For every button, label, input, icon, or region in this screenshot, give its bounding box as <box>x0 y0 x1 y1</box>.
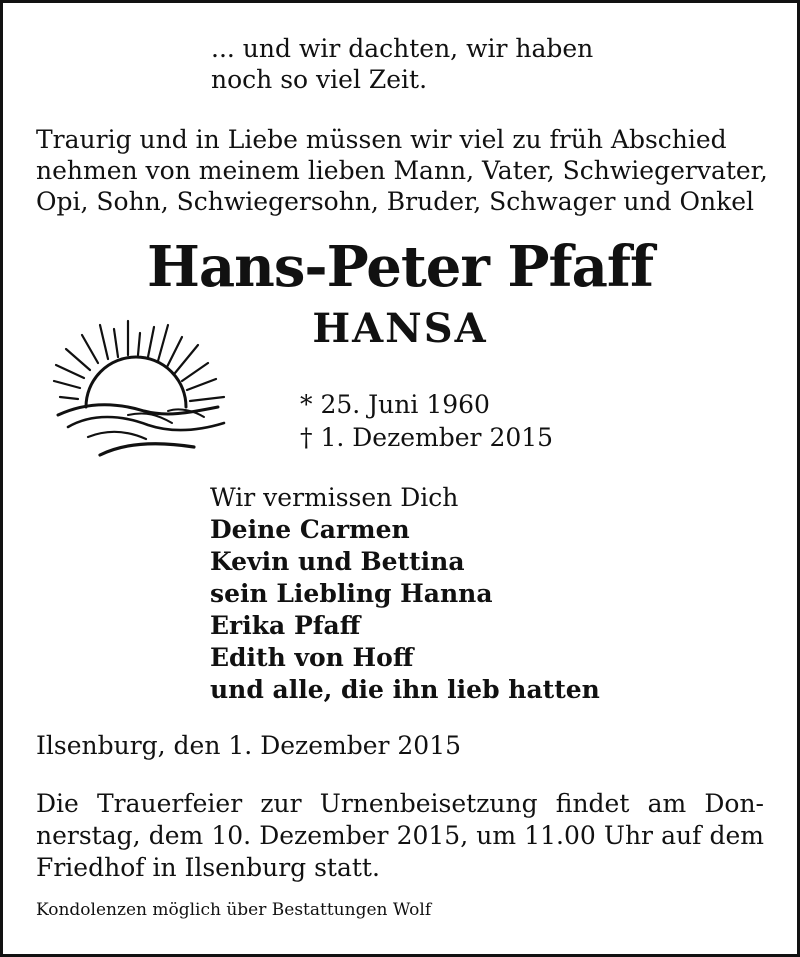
mourner-name: Edith von Hoff <box>210 643 414 672</box>
intro-text <box>36 124 768 217</box>
condolences-note: Kondolenzen möglich über Bestattungen Wolf <box>36 900 432 920</box>
ceremony-line: Die Trauerfeier zur Urnenbeisetzung findet am Don- <box>36 789 764 818</box>
place-and-date: Ilsenburg, den 1. Dezember 2015 <box>36 731 462 760</box>
mourner-name: sein Liebling Hanna <box>210 579 493 608</box>
ceremony-line: Friedhof in Ilsenburg statt. <box>36 853 380 882</box>
birth-date: * 25. Juni 1960 <box>300 390 490 419</box>
deceased-name: Hans-Peter Pfaff <box>146 234 654 300</box>
life-dates <box>300 388 553 454</box>
mourner-name: und alle, die ihn lieb hatten <box>210 675 600 704</box>
mourners-heading: Wir vermissen Dich <box>210 483 459 512</box>
epigraph <box>211 33 593 95</box>
intro-line: Traurig und in Liebe müssen wir viel zu früh Abschied <box>36 125 727 154</box>
mourner-name: Kevin und Bettina <box>210 547 465 576</box>
mourner-name: Deine Carmen <box>210 515 410 544</box>
ceremony-line: nerstag, dem 10. Dezember 2015, um 11.00 Uhr auf dem <box>36 821 764 850</box>
sunset-over-hills-icon <box>48 315 233 465</box>
intro-line: Opi, Sohn, Schwiegersohn, Bruder, Schwager und Onkel <box>36 187 755 216</box>
ceremony-info <box>36 788 764 884</box>
death-date: † 1. Dezember 2015 <box>300 423 554 452</box>
deceased-nickname: HANSA <box>312 305 488 352</box>
epigraph-line: ... und wir dachten, wir haben <box>211 34 594 63</box>
intro-line: nehmen von meinem lieben Mann, Vater, Schwiegervater, <box>36 156 768 185</box>
mourner-name: Erika Pfaff <box>210 611 361 640</box>
epigraph-line: noch so viel Zeit. <box>211 65 428 94</box>
mourners-list <box>210 482 600 706</box>
